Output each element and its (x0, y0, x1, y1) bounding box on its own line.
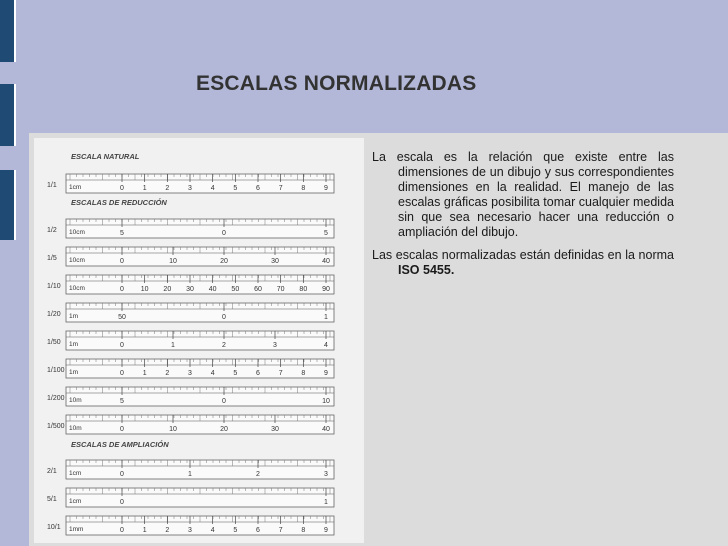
ruler-tick-label: 80 (299, 286, 308, 293)
ruler-tick-label: 4 (210, 370, 215, 377)
ruler-unit: 1cm (69, 184, 82, 191)
ruler-tick-label: 3 (273, 342, 277, 349)
ruler-tick-label: 1 (142, 527, 147, 534)
ruler-tick-label: 20 (220, 426, 228, 433)
ruler-tick-label: 30 (186, 286, 194, 293)
scale-ratio-label: 2/1 (47, 468, 57, 475)
ruler-tick-label: 1 (324, 499, 328, 506)
paragraph-definition (372, 150, 674, 240)
scales-figure (34, 138, 364, 543)
ruler-tick-label: 5 (120, 398, 124, 405)
ruler-tick-label: 4 (210, 185, 215, 192)
ruler-tick-label: 2 (256, 471, 260, 478)
ruler-tick-label: 2 (165, 370, 170, 377)
ruler-tick-label: 4 (324, 342, 328, 349)
paragraph-definition-text: La escala es la relación que existe entre las dimensiones de un dibujo y sus correspondientes dimensiones en la realidad. El manejo de las escalas gráficas posibilita tomar cualquier medida sin que sea necesario hacer una reducción o ampliación del dibujo. (372, 150, 674, 239)
scale-ratio-label: 1/500 (47, 423, 65, 430)
scale-ratio-label: 1/10 (47, 283, 61, 290)
ruler-tick-label: 6 (256, 527, 260, 534)
ruler-tick-label: 6 (256, 185, 260, 192)
ruler-tick-label: 0 (120, 527, 124, 534)
ruler-tick-label: 7 (278, 527, 283, 534)
ruler-tick-label: 0 (120, 258, 124, 265)
ruler-tick-label: 50 (231, 286, 240, 293)
ruler-tick-label: 9 (324, 370, 328, 377)
iso-reference: ISO 5455. (398, 263, 455, 277)
paragraph-iso (372, 248, 674, 278)
ruler-unit: 10m (69, 397, 82, 404)
ruler-tick-label: 4 (210, 527, 215, 534)
ruler-tick-label: 1 (142, 185, 147, 192)
scale-ratio-label: 10/1 (47, 524, 61, 531)
side-tab-2 (0, 84, 16, 146)
ruler-tick-label: 40 (208, 286, 217, 293)
ruler-tick-label: 9 (324, 527, 328, 534)
ruler-unit: 10cm (69, 229, 85, 236)
scale-ratio-label: 1/20 (47, 311, 61, 318)
ruler-tick-label: 20 (163, 286, 172, 293)
scale-ratio-label: 1/2 (47, 227, 57, 234)
ruler-tick-label: 9 (324, 185, 328, 192)
ruler-tick-label: 1 (171, 342, 175, 349)
ruler-tick-label: 2 (165, 185, 170, 192)
ruler-tick-label: 0 (222, 314, 226, 321)
ruler-tick-label: 10 (169, 426, 177, 433)
ruler-tick-label: 0 (120, 471, 124, 478)
ruler-tick-label: 0 (120, 342, 124, 349)
ruler-tick-label: 0 (120, 185, 124, 192)
ruler-tick-label: 0 (120, 286, 124, 293)
slide-title: ESCALAS NORMALIZADAS (196, 72, 477, 95)
ruler-tick-label: 0 (120, 499, 124, 506)
ruler-tick-label: 7 (278, 370, 283, 377)
ruler-tick-label: 90 (322, 286, 330, 293)
ruler-unit: 1m (69, 341, 79, 348)
scale-ratio-label: 5/1 (47, 496, 57, 503)
ruler-tick-label: 5 (120, 230, 124, 237)
section-heading: ESCALAS DE REDUCCIÓN (71, 198, 167, 207)
ruler-tick-label: 20 (220, 258, 228, 265)
ruler-unit: 10m (69, 425, 82, 432)
scale-ratio-label: 1/1 (47, 182, 57, 189)
ruler-tick-label: 3 (188, 370, 192, 377)
ruler-unit: 10cm (69, 285, 85, 292)
paragraph-iso-text: Las escalas normalizadas están definidas en la norma (372, 248, 674, 262)
ruler-tick-label: 40 (322, 426, 330, 433)
scale-ratio-label: 1/50 (47, 339, 61, 346)
ruler-tick-label: 0 (120, 370, 124, 377)
scales-diagram (34, 138, 364, 543)
ruler-unit: 1m (69, 369, 79, 376)
ruler-tick-label: 1 (188, 471, 192, 478)
ruler-tick-label: 30 (271, 426, 279, 433)
ruler-tick-label: 3 (188, 185, 192, 192)
ruler-tick-label: 5 (324, 230, 328, 237)
ruler-tick-label: 0 (222, 398, 226, 405)
ruler-tick-label: 10 (140, 286, 149, 293)
ruler-unit: 1mm (69, 526, 84, 533)
ruler-unit: 1cm (69, 498, 82, 505)
ruler-tick-label: 5 (233, 527, 238, 534)
side-tab-1 (0, 0, 16, 62)
ruler-tick-label: 3 (324, 471, 328, 478)
side-tab-3 (0, 170, 16, 240)
ruler-tick-label: 1 (324, 314, 328, 321)
ruler-tick-label: 30 (271, 258, 279, 265)
ruler-tick-label: 0 (222, 230, 226, 237)
scale-ratio-label: 1/5 (47, 255, 57, 262)
ruler-tick-label: 0 (120, 426, 124, 433)
ruler-tick-label: 7 (278, 185, 283, 192)
ruler-tick-label: 2 (165, 527, 170, 534)
section-heading: ESCALAS DE AMPLIACIÓN (71, 440, 169, 449)
section-heading: ESCALA NATURAL (71, 152, 140, 161)
ruler-tick-label: 8 (301, 527, 306, 534)
ruler-tick-label: 5 (233, 370, 238, 377)
ruler-tick-label: 2 (222, 342, 226, 349)
ruler-tick-label: 70 (276, 286, 285, 293)
ruler-tick-label: 40 (322, 258, 330, 265)
ruler-tick-label: 8 (301, 370, 306, 377)
ruler-tick-label: 1 (142, 370, 147, 377)
ruler-tick-label: 10 (322, 398, 330, 405)
ruler-unit: 1m (69, 313, 79, 320)
ruler-unit: 10cm (69, 257, 85, 264)
ruler-tick-label: 50 (118, 314, 126, 321)
ruler-tick-label: 10 (169, 258, 177, 265)
scale-ratio-label: 1/200 (47, 395, 65, 402)
scale-ratio-label: 1/100 (47, 367, 65, 374)
text-block (372, 150, 674, 286)
ruler-tick-label: 3 (188, 527, 192, 534)
ruler-tick-label: 60 (254, 286, 262, 293)
ruler-tick-label: 8 (301, 185, 306, 192)
ruler-unit: 1cm (69, 470, 82, 477)
ruler-tick-label: 5 (233, 185, 238, 192)
ruler-tick-label: 6 (256, 370, 260, 377)
